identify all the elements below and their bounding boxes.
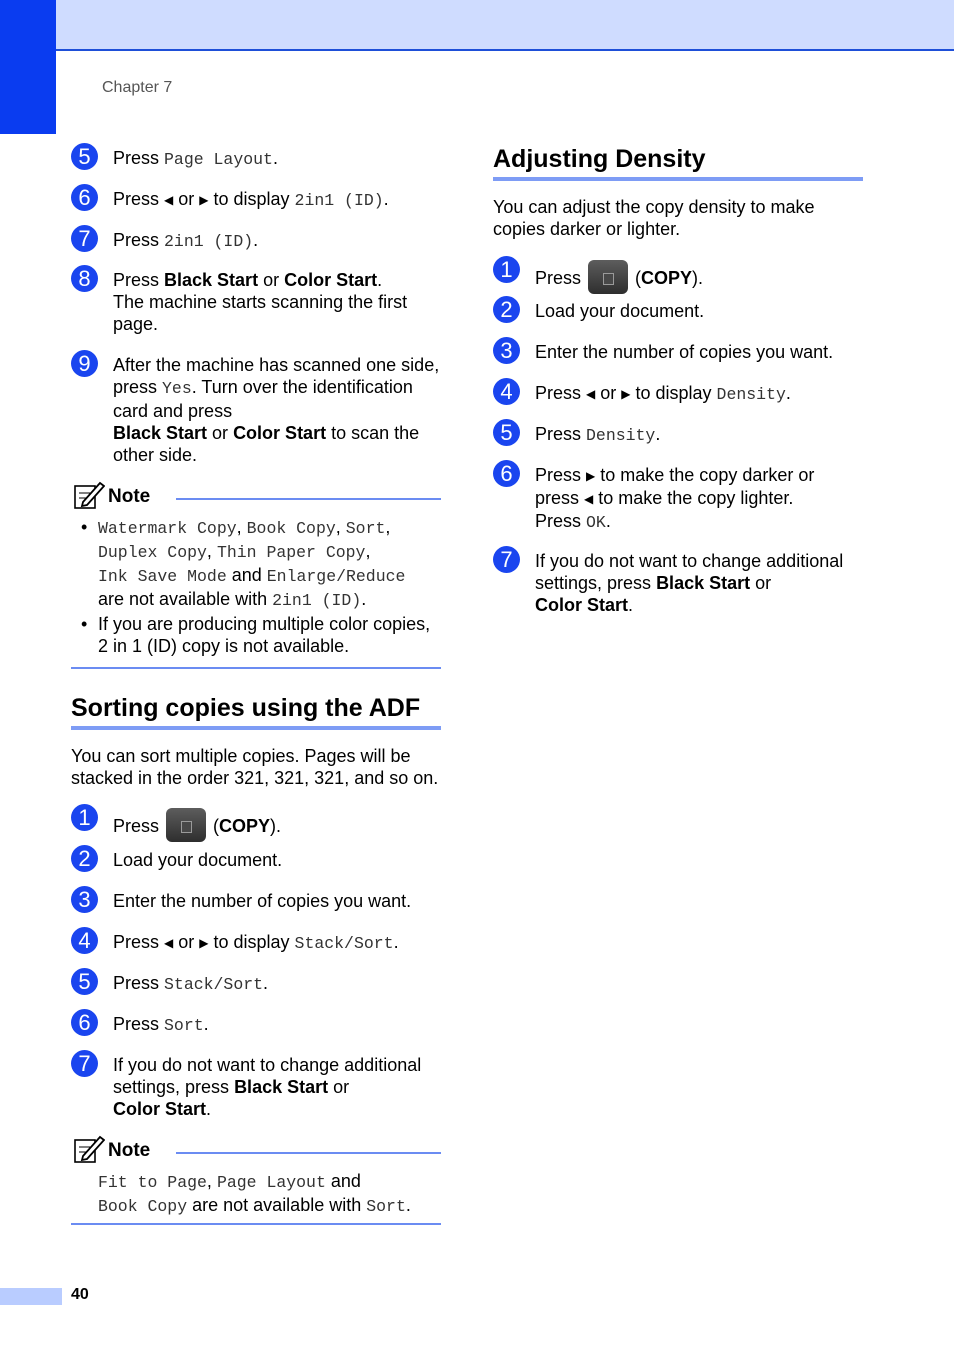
section-title: Adjusting Density <box>493 145 706 173</box>
menu-option: Density <box>586 426 656 445</box>
note-rule <box>176 498 441 500</box>
page-number: 40 <box>71 1286 89 1303</box>
note-rule <box>71 667 441 669</box>
section-title: Sorting copies using the ADF <box>71 694 421 722</box>
copy-button-icon <box>588 260 628 294</box>
section-intro: You can adjust the copy density to make copies darker or lighter. <box>493 197 815 239</box>
note-bullet-text: Watermark Copy, Book Copy, Sort, Duplex Copy, Thin Paper Copy, Ink Save Mode and Enlarge/Reduce are not available with 2in1 (ID). <box>98 517 406 610</box>
header-band <box>0 0 954 51</box>
footer-band <box>0 1288 62 1305</box>
section-rule <box>493 177 863 181</box>
step-number: 7 <box>493 546 520 573</box>
step-number: 7 <box>71 225 98 252</box>
bullet: • <box>81 614 88 634</box>
left-arrow-icon: ◀ <box>586 387 596 401</box>
step-number: 3 <box>71 886 98 913</box>
step-number: 1 <box>71 804 98 831</box>
step-number: 2 <box>493 296 520 323</box>
left-arrow-icon: ◀ <box>164 936 174 950</box>
step-number: 1 <box>493 256 520 283</box>
step-number: 5 <box>493 419 520 446</box>
right-arrow-icon: ▶ <box>586 469 596 483</box>
note-rule <box>176 1152 441 1154</box>
step-number: 4 <box>71 927 98 954</box>
menu-option: Sort <box>164 1016 204 1035</box>
step-number: 5 <box>71 968 98 995</box>
note-rule <box>71 1223 441 1225</box>
menu-option: Stack/Sort <box>164 975 264 994</box>
step-number: 4 <box>493 378 520 405</box>
step-number: 8 <box>71 265 98 292</box>
menu-option: Page Layout <box>164 150 273 169</box>
step-number: 7 <box>71 1050 98 1077</box>
note-label: Note <box>108 1140 151 1161</box>
menu-option: 2in1 (ID) <box>294 191 384 210</box>
menu-option: 2in1 (ID) <box>164 232 254 251</box>
note-header <box>71 480 441 510</box>
chapter-label: Chapter 7 <box>102 79 173 96</box>
left-arrow-icon: ◀ <box>164 193 174 207</box>
step-number: 5 <box>71 143 98 170</box>
step-number: 6 <box>71 184 98 211</box>
copy-button-icon <box>166 808 206 842</box>
note-label: Note <box>108 486 151 507</box>
right-arrow-icon: ▶ <box>199 936 209 950</box>
right-arrow-icon: ▶ <box>199 193 209 207</box>
bullet: • <box>81 517 88 537</box>
note-pencil-icon <box>73 1134 105 1164</box>
menu-option: OK <box>586 513 606 532</box>
chapter-tab <box>0 0 56 134</box>
menu-option: Density <box>716 385 786 404</box>
note-pencil-icon <box>73 480 105 510</box>
menu-option: Stack/Sort <box>294 934 394 953</box>
left-arrow-icon: ◀ <box>584 492 594 506</box>
step-number: 3 <box>493 337 520 364</box>
step-number: 2 <box>71 845 98 872</box>
section-rule <box>71 726 441 730</box>
note-bullet-text: If you are producing multiple color copies, 2 in 1 (ID) copy is not available. <box>98 614 431 656</box>
step-number: 9 <box>71 350 98 377</box>
note-header <box>71 1134 441 1164</box>
note-text: Fit to Page, Page Layout and Book Copy are not available with Sort. <box>98 1171 411 1216</box>
step-number: 6 <box>71 1009 98 1036</box>
step-number: 6 <box>493 460 520 487</box>
menu-option: Yes <box>162 379 192 398</box>
right-arrow-icon: ▶ <box>621 387 631 401</box>
section-intro: You can sort multiple copies. Pages will be stacked in the order 321, 321, 321, and so on. <box>71 746 439 788</box>
